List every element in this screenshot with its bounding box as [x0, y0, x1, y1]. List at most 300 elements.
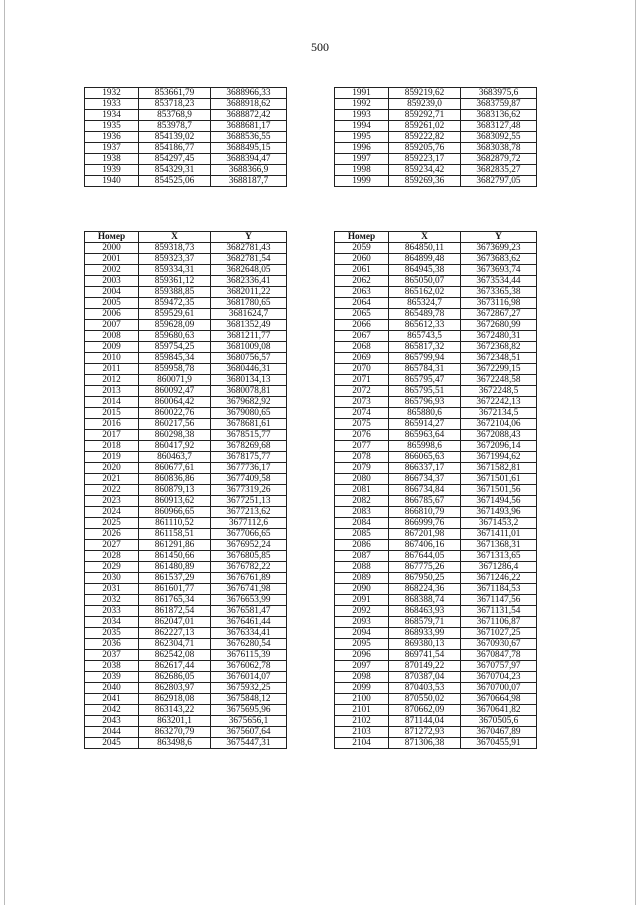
y-coordinate: 3678681,61: [211, 419, 287, 430]
y-coordinate: 3681009,08: [211, 342, 287, 353]
table-row: [85, 694, 287, 705]
header-number: Номер: [85, 232, 139, 243]
y-coordinate: 3677409,58: [211, 474, 287, 485]
y-coordinate: 3680446,31: [211, 364, 287, 375]
coordinates-table-top-left: [84, 87, 287, 187]
table-row: [335, 562, 537, 573]
scan-edge-left: [4, 0, 5, 905]
table-row: [335, 727, 537, 738]
point-number: 2008: [85, 331, 139, 342]
point-number: 2080: [335, 474, 389, 485]
table-row: [335, 386, 537, 397]
table-row: [85, 496, 287, 507]
point-number: 2035: [85, 628, 139, 639]
x-coordinate: 861291,86: [139, 540, 211, 551]
y-coordinate: 3671994,62: [461, 452, 537, 463]
table-row: [85, 716, 287, 727]
point-number: 2073: [335, 397, 389, 408]
y-coordinate: 3688681,17: [211, 121, 287, 132]
point-number: 2085: [335, 529, 389, 540]
point-number: 2083: [335, 507, 389, 518]
table-header-row: [85, 232, 287, 243]
point-number: 1996: [335, 143, 389, 154]
table-row: [335, 320, 537, 331]
header-x: X: [139, 232, 211, 243]
y-coordinate: 3672248,58: [461, 375, 537, 386]
y-coordinate: 3672096,14: [461, 441, 537, 452]
point-number: 2018: [85, 441, 139, 452]
table-row: [335, 683, 537, 694]
x-coordinate: 859361,12: [139, 276, 211, 287]
y-coordinate: 3682011,22: [211, 287, 287, 298]
x-coordinate: 865795,47: [389, 375, 461, 386]
point-number: 2037: [85, 650, 139, 661]
x-coordinate: 854186,77: [139, 143, 211, 154]
x-coordinate: 859529,61: [139, 309, 211, 320]
point-number: 1997: [335, 154, 389, 165]
y-coordinate: 3671494,56: [461, 496, 537, 507]
point-number: 2069: [335, 353, 389, 364]
x-coordinate: 860879,13: [139, 485, 211, 496]
x-coordinate: 866999,76: [389, 518, 461, 529]
page-number: 500: [311, 40, 329, 54]
point-number: 2064: [335, 298, 389, 309]
table-row: [85, 408, 287, 419]
y-coordinate: 3688966,33: [211, 88, 287, 99]
table-row: [85, 452, 287, 463]
x-coordinate: 859261,02: [389, 121, 461, 132]
y-coordinate: 3670467,89: [461, 727, 537, 738]
y-coordinate: 3680078,81: [211, 386, 287, 397]
point-number: 2077: [335, 441, 389, 452]
point-number: 2007: [85, 320, 139, 331]
point-number: 2074: [335, 408, 389, 419]
point-number: 2041: [85, 694, 139, 705]
y-coordinate: 3676334,41: [211, 628, 287, 639]
x-coordinate: 861450,66: [139, 551, 211, 562]
point-number: 2090: [335, 584, 389, 595]
table-row: [335, 397, 537, 408]
y-coordinate: 3683759,87: [461, 99, 537, 110]
point-number: 2084: [335, 518, 389, 529]
table-row: [335, 573, 537, 584]
point-number: 2043: [85, 716, 139, 727]
table-row: [85, 463, 287, 474]
point-number: 2042: [85, 705, 139, 716]
x-coordinate: 869380,13: [389, 639, 461, 650]
y-coordinate: 3688187,7: [211, 176, 287, 187]
x-coordinate: 859472,35: [139, 298, 211, 309]
point-number: 2006: [85, 309, 139, 320]
x-coordinate: 865784,31: [389, 364, 461, 375]
x-coordinate: 865963,64: [389, 430, 461, 441]
y-coordinate: 3688536,55: [211, 132, 287, 143]
x-coordinate: 860677,61: [139, 463, 211, 474]
y-coordinate: 3672299,15: [461, 364, 537, 375]
y-coordinate: 3681211,77: [211, 331, 287, 342]
y-coordinate: 3688918,62: [211, 99, 287, 110]
y-coordinate: 3677112,6: [211, 518, 287, 529]
table-row: [335, 738, 537, 749]
point-number: 1991: [335, 88, 389, 99]
table-row: [335, 419, 537, 430]
y-coordinate: 3672368,82: [461, 342, 537, 353]
point-number: 2011: [85, 364, 139, 375]
y-coordinate: 3682835,27: [461, 165, 537, 176]
x-coordinate: 860064,42: [139, 397, 211, 408]
x-coordinate: 861158,51: [139, 529, 211, 540]
point-number: 1933: [85, 99, 139, 110]
y-coordinate: 3675695,96: [211, 705, 287, 716]
y-coordinate: 3681352,49: [211, 320, 287, 331]
x-coordinate: 854139,02: [139, 132, 211, 143]
table-row: [335, 154, 537, 165]
y-coordinate: 3670704,23: [461, 672, 537, 683]
x-coordinate: 866065,63: [389, 452, 461, 463]
table-row: [335, 165, 537, 176]
y-coordinate: 3681780,65: [211, 298, 287, 309]
table-row: [85, 154, 287, 165]
x-coordinate: 867950,25: [389, 573, 461, 584]
x-coordinate: 868224,36: [389, 584, 461, 595]
point-number: 2095: [335, 639, 389, 650]
y-coordinate: 3671453,2: [461, 518, 537, 529]
y-coordinate: 3671246,22: [461, 573, 537, 584]
point-number: 2005: [85, 298, 139, 309]
x-coordinate: 853718,23: [139, 99, 211, 110]
y-coordinate: 3672248,5: [461, 386, 537, 397]
x-coordinate: 859222,82: [389, 132, 461, 143]
point-number: 2075: [335, 419, 389, 430]
y-coordinate: 3677736,17: [211, 463, 287, 474]
x-coordinate: 860022,76: [139, 408, 211, 419]
y-coordinate: 3671582,81: [461, 463, 537, 474]
point-number: 2102: [335, 716, 389, 727]
table-row: [85, 430, 287, 441]
point-number: 2094: [335, 628, 389, 639]
x-coordinate: 867201,98: [389, 529, 461, 540]
y-coordinate: 3677066,65: [211, 529, 287, 540]
x-coordinate: 865743,5: [389, 331, 461, 342]
y-coordinate: 3688394,47: [211, 154, 287, 165]
point-number: 2025: [85, 518, 139, 529]
y-coordinate: 3683127,48: [461, 121, 537, 132]
x-coordinate: 859269,36: [389, 176, 461, 187]
table-row: [335, 132, 537, 143]
table-row: [335, 694, 537, 705]
x-coordinate: 865796,93: [389, 397, 461, 408]
point-number: 2027: [85, 540, 139, 551]
coordinates-table-main-right: [334, 231, 537, 749]
x-coordinate: 866785,67: [389, 496, 461, 507]
y-coordinate: 3671501,61: [461, 474, 537, 485]
point-number: 2033: [85, 606, 139, 617]
table-row: [335, 474, 537, 485]
y-coordinate: 3682781,43: [211, 243, 287, 254]
table-row: [85, 584, 287, 595]
y-coordinate: 3675656,1: [211, 716, 287, 727]
point-number: 1940: [85, 176, 139, 187]
y-coordinate: 3672104,06: [461, 419, 537, 430]
x-coordinate: 859239,0: [389, 99, 461, 110]
x-coordinate: 862542,08: [139, 650, 211, 661]
table-row: [335, 672, 537, 683]
y-coordinate: 3676761,89: [211, 573, 287, 584]
y-coordinate: 3678175,77: [211, 452, 287, 463]
x-coordinate: 859219,62: [389, 88, 461, 99]
y-coordinate: 3672348,51: [461, 353, 537, 364]
x-coordinate: 869741,54: [389, 650, 461, 661]
table-row: [85, 507, 287, 518]
y-coordinate: 3671184,53: [461, 584, 537, 595]
y-coordinate: 3682879,72: [461, 154, 537, 165]
x-coordinate: 859234,42: [389, 165, 461, 176]
y-coordinate: 3673693,74: [461, 265, 537, 276]
y-coordinate: 3679682,92: [211, 397, 287, 408]
point-number: 2024: [85, 507, 139, 518]
table-row: [335, 551, 537, 562]
table-row: [85, 705, 287, 716]
y-coordinate: 3670455,91: [461, 738, 537, 749]
x-coordinate: 862047,01: [139, 617, 211, 628]
x-coordinate: 865914,27: [389, 419, 461, 430]
y-coordinate: 3688366,9: [211, 165, 287, 176]
point-number: 1939: [85, 165, 139, 176]
table-row: [335, 121, 537, 132]
point-number: 2004: [85, 287, 139, 298]
y-coordinate: 3671131,54: [461, 606, 537, 617]
y-coordinate: 3683092,55: [461, 132, 537, 143]
header-x: X: [389, 232, 461, 243]
x-coordinate: 870662,09: [389, 705, 461, 716]
point-number: 2093: [335, 617, 389, 628]
point-number: 1992: [335, 99, 389, 110]
x-coordinate: 862686,05: [139, 672, 211, 683]
x-coordinate: 859958,78: [139, 364, 211, 375]
point-number: 2029: [85, 562, 139, 573]
table-row: [85, 474, 287, 485]
table-row: [335, 342, 537, 353]
table-row: [85, 243, 287, 254]
table-row: [335, 331, 537, 342]
y-coordinate: 3673116,98: [461, 298, 537, 309]
x-coordinate: 864899,48: [389, 254, 461, 265]
point-number: 1993: [335, 110, 389, 121]
y-coordinate: 3682797,05: [461, 176, 537, 187]
x-coordinate: 862227,13: [139, 628, 211, 639]
y-coordinate: 3677213,62: [211, 507, 287, 518]
x-coordinate: 854297,45: [139, 154, 211, 165]
table-row: [85, 441, 287, 452]
point-number: 2044: [85, 727, 139, 738]
y-coordinate: 3671147,56: [461, 595, 537, 606]
table-row: [335, 595, 537, 606]
y-coordinate: 3688495,15: [211, 143, 287, 154]
x-coordinate: 854329,31: [139, 165, 211, 176]
table-row: [85, 595, 287, 606]
y-coordinate: 3682781,54: [211, 254, 287, 265]
x-coordinate: 865162,02: [389, 287, 461, 298]
point-number: 2017: [85, 430, 139, 441]
table-row: [335, 298, 537, 309]
y-coordinate: 3671501,56: [461, 485, 537, 496]
point-number: 2034: [85, 617, 139, 628]
y-coordinate: 3679080,65: [211, 408, 287, 419]
table-row: [335, 529, 537, 540]
point-number: 2063: [335, 287, 389, 298]
point-number: 2092: [335, 606, 389, 617]
table-row: [335, 463, 537, 474]
point-number: 2087: [335, 551, 389, 562]
table-row: [335, 584, 537, 595]
y-coordinate: 3676115,39: [211, 650, 287, 661]
table-row: [335, 243, 537, 254]
x-coordinate: 853661,79: [139, 88, 211, 99]
y-coordinate: 3673683,62: [461, 254, 537, 265]
table-row: [85, 727, 287, 738]
x-coordinate: 860071,9: [139, 375, 211, 386]
point-number: 2030: [85, 573, 139, 584]
header-y: Y: [211, 232, 287, 243]
y-coordinate: 3671106,87: [461, 617, 537, 628]
x-coordinate: 859628,09: [139, 320, 211, 331]
x-coordinate: 859292,71: [389, 110, 461, 121]
point-number: 2065: [335, 309, 389, 320]
point-number: 2061: [335, 265, 389, 276]
table-row: [335, 661, 537, 672]
table-row: [85, 287, 287, 298]
y-coordinate: 3676581,47: [211, 606, 287, 617]
point-number: 2068: [335, 342, 389, 353]
y-coordinate: 3672134,5: [461, 408, 537, 419]
point-number: 1998: [335, 165, 389, 176]
point-number: 2028: [85, 551, 139, 562]
y-coordinate: 3670664,98: [461, 694, 537, 705]
point-number: 2103: [335, 727, 389, 738]
y-coordinate: 3682336,41: [211, 276, 287, 287]
point-number: 2040: [85, 683, 139, 694]
x-coordinate: 862617,44: [139, 661, 211, 672]
y-coordinate: 3677251,13: [211, 496, 287, 507]
x-coordinate: 860463,7: [139, 452, 211, 463]
point-number: 2062: [335, 276, 389, 287]
x-coordinate: 865817,32: [389, 342, 461, 353]
table-row: [85, 375, 287, 386]
point-number: 2023: [85, 496, 139, 507]
point-number: 2002: [85, 265, 139, 276]
table-row: [85, 529, 287, 540]
point-number: 2071: [335, 375, 389, 386]
table-row: [85, 320, 287, 331]
x-coordinate: 859754,25: [139, 342, 211, 353]
y-coordinate: 3672480,31: [461, 331, 537, 342]
table-header-row: [335, 232, 537, 243]
x-coordinate: 863270,79: [139, 727, 211, 738]
x-coordinate: 864850,11: [389, 243, 461, 254]
x-coordinate: 861480,89: [139, 562, 211, 573]
x-coordinate: 859680,63: [139, 331, 211, 342]
point-number: 2003: [85, 276, 139, 287]
table-row: [85, 573, 287, 584]
table-row: [85, 331, 287, 342]
point-number: 2009: [85, 342, 139, 353]
table-row: [335, 265, 537, 276]
point-number: 2078: [335, 452, 389, 463]
x-coordinate: 859334,31: [139, 265, 211, 276]
x-coordinate: 864945,38: [389, 265, 461, 276]
x-coordinate: 866734,37: [389, 474, 461, 485]
table-row: [85, 364, 287, 375]
y-coordinate: 3676805,85: [211, 551, 287, 562]
x-coordinate: 865324,7: [389, 298, 461, 309]
table-row: [85, 419, 287, 430]
point-number: 2072: [335, 386, 389, 397]
y-coordinate: 3672242,13: [461, 397, 537, 408]
point-number: 2015: [85, 408, 139, 419]
point-number: 2059: [335, 243, 389, 254]
table-row: [335, 143, 537, 154]
point-number: 2013: [85, 386, 139, 397]
table-row: [85, 88, 287, 99]
y-coordinate: 3673699,23: [461, 243, 537, 254]
table-row: [85, 99, 287, 110]
point-number: 2045: [85, 738, 139, 749]
table-row: [335, 485, 537, 496]
point-number: 1995: [335, 132, 389, 143]
point-number: 2031: [85, 584, 139, 595]
y-coordinate: 3672867,27: [461, 309, 537, 320]
y-coordinate: 3670700,07: [461, 683, 537, 694]
table-row: [85, 265, 287, 276]
x-coordinate: 871272,93: [389, 727, 461, 738]
point-number: 2079: [335, 463, 389, 474]
y-coordinate: 3683975,6: [461, 88, 537, 99]
y-coordinate: 3682648,05: [211, 265, 287, 276]
table-row: [335, 430, 537, 441]
y-coordinate: 3677319,26: [211, 485, 287, 496]
x-coordinate: 861601,77: [139, 584, 211, 595]
x-coordinate: 859845,34: [139, 353, 211, 364]
table-row: [85, 738, 287, 749]
table-row: [335, 364, 537, 375]
header-y: Y: [461, 232, 537, 243]
x-coordinate: 863143,22: [139, 705, 211, 716]
x-coordinate: 859388,85: [139, 287, 211, 298]
point-number: 2060: [335, 254, 389, 265]
coordinates-table-main-left: [84, 231, 287, 749]
table-row: [85, 650, 287, 661]
x-coordinate: 870550,02: [389, 694, 461, 705]
point-number: 1936: [85, 132, 139, 143]
point-number: 2001: [85, 254, 139, 265]
point-number: 2099: [335, 683, 389, 694]
point-number: 2067: [335, 331, 389, 342]
y-coordinate: 3673534,44: [461, 276, 537, 287]
x-coordinate: 865799,94: [389, 353, 461, 364]
table-row: [335, 496, 537, 507]
point-number: 2097: [335, 661, 389, 672]
x-coordinate: 865880,6: [389, 408, 461, 419]
point-number: 2022: [85, 485, 139, 496]
point-number: 2081: [335, 485, 389, 496]
y-coordinate: 3676461,44: [211, 617, 287, 628]
y-coordinate: 3671493,96: [461, 507, 537, 518]
table-row: [335, 254, 537, 265]
y-coordinate: 3675607,64: [211, 727, 287, 738]
table-row: [85, 110, 287, 121]
point-number: 1934: [85, 110, 139, 121]
y-coordinate: 3671411,01: [461, 529, 537, 540]
